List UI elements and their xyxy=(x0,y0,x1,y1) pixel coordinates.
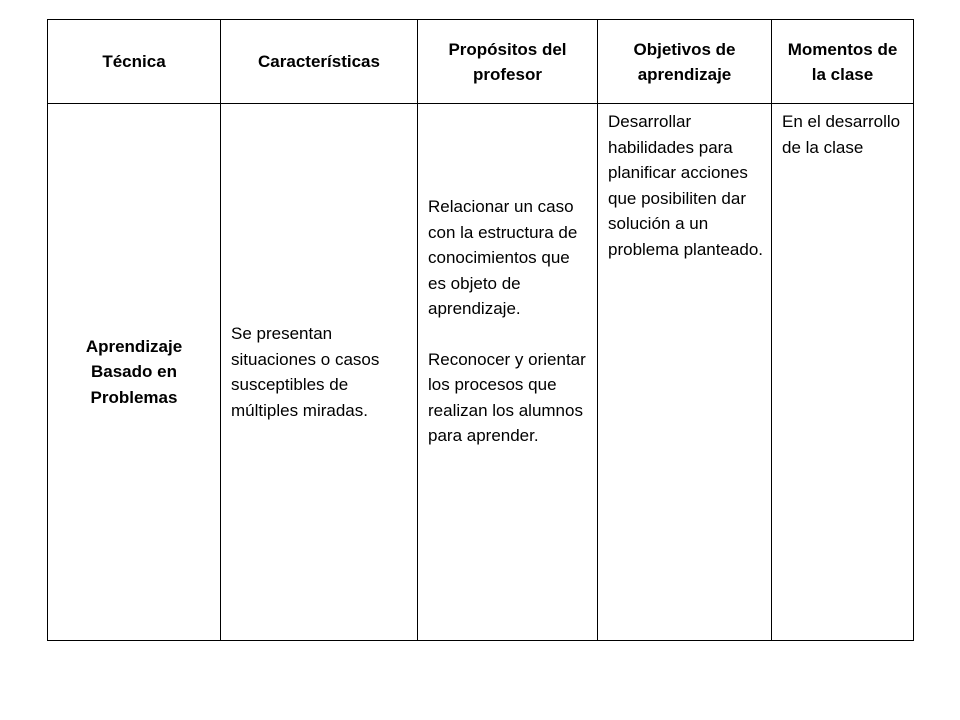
cell-tecnica xyxy=(48,104,221,641)
objetivos-text: Desarrollar habilidades para planificar acciones que posibiliten dar solución a un problema planteado. xyxy=(608,112,764,259)
techniques-table xyxy=(47,19,914,641)
cell-momentos xyxy=(772,104,914,641)
header-objetivos: Objetivos de aprendizaje xyxy=(598,20,772,104)
proposito-paragraph-1: Relacionar un caso con la estructura de conocimientos que es objeto de aprendizaje. xyxy=(428,197,578,318)
header-caracteristicas: Características xyxy=(221,20,418,104)
table-row xyxy=(48,104,914,641)
header-tecnica: Técnica xyxy=(48,20,221,104)
cell-objetivos xyxy=(598,104,772,641)
table-container xyxy=(47,19,913,641)
header-row xyxy=(48,20,914,104)
cell-propositos xyxy=(418,104,598,641)
header-momentos: Momentos de la clase xyxy=(772,20,914,104)
cell-caracteristicas xyxy=(221,104,418,641)
proposito-paragraph-2: Reconocer y orientar los procesos que realizan los alumnos para aprender. xyxy=(428,349,586,445)
tecnica-text: Aprendizaje Basado en Problemas xyxy=(85,336,183,407)
caracteristicas-text: Se presentan situaciones o casos susceptibles de múltiples miradas. xyxy=(231,324,380,420)
header-propositos: Propósitos del profesor xyxy=(418,20,598,104)
momentos-text: En el desarrollo de la clase xyxy=(782,112,901,157)
